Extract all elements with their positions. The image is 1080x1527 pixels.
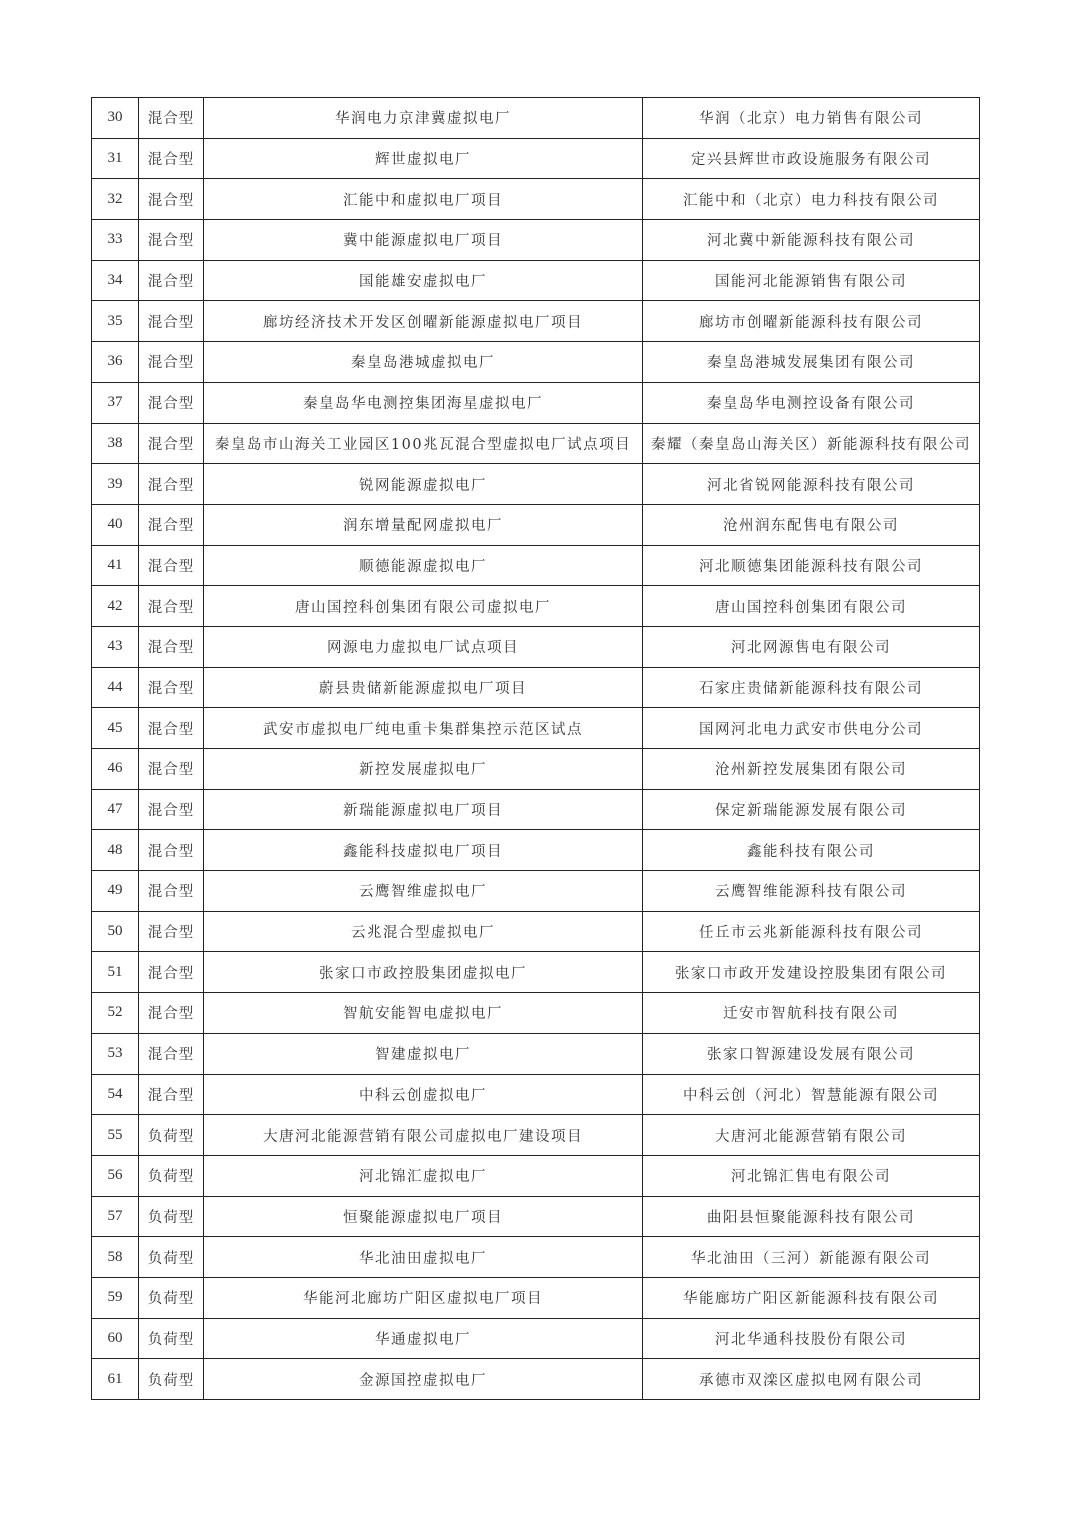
table-row — [92, 952, 980, 993]
table-row — [92, 138, 980, 179]
operator-company-cell: 石家庄贵储新能源科技有限公司 — [643, 667, 980, 708]
operator-company-cell: 保定新瑞能源发展有限公司 — [643, 789, 980, 830]
plant-type-cell: 混合型 — [139, 586, 204, 627]
plant-type-cell: 负荷型 — [139, 1318, 204, 1359]
operator-company-cell: 廊坊市创曜新能源科技有限公司 — [643, 301, 980, 342]
row-number-cell: 36 — [92, 342, 139, 383]
operator-company-cell: 唐山国控科创集团有限公司 — [643, 586, 980, 627]
table-row — [92, 789, 980, 830]
plant-name-cell: 秦皇岛港城虚拟电厂 — [204, 342, 643, 383]
plant-name-cell: 新控发展虚拟电厂 — [204, 749, 643, 790]
table-row — [92, 504, 980, 545]
row-number-cell: 45 — [92, 708, 139, 749]
plant-type-cell: 混合型 — [139, 871, 204, 912]
plant-name-cell: 网源电力虚拟电厂试点项目 — [204, 626, 643, 667]
plant-type-cell: 混合型 — [139, 301, 204, 342]
operator-company-cell: 华能廊坊广阳区新能源科技有限公司 — [643, 1277, 980, 1318]
plant-type-cell: 混合型 — [139, 911, 204, 952]
plant-name-cell: 云鹰智维虚拟电厂 — [204, 871, 643, 912]
plant-name-cell: 辉世虚拟电厂 — [204, 138, 643, 179]
plant-name-cell: 秦皇岛华电测控集团海星虚拟电厂 — [204, 382, 643, 423]
table-row — [92, 911, 980, 952]
table-row — [92, 1074, 980, 1115]
plant-type-cell: 混合型 — [139, 504, 204, 545]
table-row — [92, 749, 980, 790]
table-row — [92, 1237, 980, 1278]
operator-company-cell: 大唐河北能源营销有限公司 — [643, 1115, 980, 1156]
plant-name-cell: 河北锦汇虚拟电厂 — [204, 1155, 643, 1196]
plant-type-cell: 混合型 — [139, 667, 204, 708]
virtual-power-plant-table — [91, 97, 980, 1400]
plant-name-cell: 锐网能源虚拟电厂 — [204, 464, 643, 505]
plant-name-cell: 华润电力京津冀虚拟电厂 — [204, 98, 643, 139]
row-number-cell: 32 — [92, 179, 139, 220]
plant-name-cell: 蔚县贵储新能源虚拟电厂项目 — [204, 667, 643, 708]
plant-name-cell: 润东增量配网虚拟电厂 — [204, 504, 643, 545]
table-row — [92, 1318, 980, 1359]
operator-company-cell: 河北冀中新能源科技有限公司 — [643, 220, 980, 261]
row-number-cell: 35 — [92, 301, 139, 342]
plant-type-cell: 混合型 — [139, 464, 204, 505]
row-number-cell: 34 — [92, 260, 139, 301]
operator-company-cell: 汇能中和（北京）电力科技有限公司 — [643, 179, 980, 220]
plant-name-cell: 恒聚能源虚拟电厂项目 — [204, 1196, 643, 1237]
row-number-cell: 54 — [92, 1074, 139, 1115]
plant-name-cell: 顺德能源虚拟电厂 — [204, 545, 643, 586]
table-row — [92, 586, 980, 627]
plant-name-cell: 新瑞能源虚拟电厂项目 — [204, 789, 643, 830]
plant-type-cell: 混合型 — [139, 993, 204, 1034]
operator-company-cell: 国能河北能源销售有限公司 — [643, 260, 980, 301]
plant-type-cell: 负荷型 — [139, 1237, 204, 1278]
plant-type-cell: 混合型 — [139, 260, 204, 301]
table-row — [92, 464, 980, 505]
plant-type-cell: 混合型 — [139, 423, 204, 464]
row-number-cell: 60 — [92, 1318, 139, 1359]
row-number-cell: 33 — [92, 220, 139, 261]
table-row — [92, 260, 980, 301]
row-number-cell: 39 — [92, 464, 139, 505]
operator-company-cell: 定兴县辉世市政设施服务有限公司 — [643, 138, 980, 179]
row-number-cell: 61 — [92, 1359, 139, 1400]
row-number-cell: 58 — [92, 1237, 139, 1278]
row-number-cell: 51 — [92, 952, 139, 993]
row-number-cell: 37 — [92, 382, 139, 423]
plant-name-cell: 廊坊经济技术开发区创曜新能源虚拟电厂项目 — [204, 301, 643, 342]
table-row — [92, 220, 980, 261]
table-row — [92, 830, 980, 871]
plant-name-cell: 华能河北廊坊广阳区虚拟电厂项目 — [204, 1277, 643, 1318]
table-row — [92, 871, 980, 912]
plant-name-cell: 武安市虚拟电厂纯电重卡集群集控示范区试点 — [204, 708, 643, 749]
row-number-cell: 55 — [92, 1115, 139, 1156]
plant-type-cell: 负荷型 — [139, 1277, 204, 1318]
plant-type-cell: 混合型 — [139, 179, 204, 220]
table-row — [92, 993, 980, 1034]
table-row — [92, 1155, 980, 1196]
table-row — [92, 1196, 980, 1237]
plant-name-cell: 华北油田虚拟电厂 — [204, 1237, 643, 1278]
operator-company-cell: 张家口市政开发建设控股集团有限公司 — [643, 952, 980, 993]
plant-type-cell: 混合型 — [139, 382, 204, 423]
operator-company-cell: 张家口智源建设发展有限公司 — [643, 1033, 980, 1074]
operator-company-cell: 沧州新控发展集团有限公司 — [643, 749, 980, 790]
row-number-cell: 52 — [92, 993, 139, 1034]
row-number-cell: 43 — [92, 626, 139, 667]
plant-name-cell: 秦皇岛市山海关工业园区100兆瓦混合型虚拟电厂试点项目 — [204, 423, 643, 464]
plant-type-cell: 负荷型 — [139, 1196, 204, 1237]
plant-name-cell: 云兆混合型虚拟电厂 — [204, 911, 643, 952]
plant-name-cell: 汇能中和虚拟电厂项目 — [204, 179, 643, 220]
table-row — [92, 179, 980, 220]
table-row — [92, 626, 980, 667]
operator-company-cell: 云鹰智维能源科技有限公司 — [643, 871, 980, 912]
plant-name-cell: 中科云创虚拟电厂 — [204, 1074, 643, 1115]
plant-type-cell: 混合型 — [139, 1074, 204, 1115]
row-number-cell: 53 — [92, 1033, 139, 1074]
row-number-cell: 59 — [92, 1277, 139, 1318]
plant-type-cell: 混合型 — [139, 342, 204, 383]
operator-company-cell: 华润（北京）电力销售有限公司 — [643, 98, 980, 139]
plant-type-cell: 混合型 — [139, 545, 204, 586]
plant-name-cell: 唐山国控科创集团有限公司虚拟电厂 — [204, 586, 643, 627]
table-row — [92, 342, 980, 383]
plant-name-cell: 鑫能科技虚拟电厂项目 — [204, 830, 643, 871]
operator-company-cell: 河北华通科技股份有限公司 — [643, 1318, 980, 1359]
operator-company-cell: 河北网源售电有限公司 — [643, 626, 980, 667]
table-row — [92, 1277, 980, 1318]
row-number-cell: 38 — [92, 423, 139, 464]
table-row — [92, 423, 980, 464]
plant-name-cell: 智建虚拟电厂 — [204, 1033, 643, 1074]
operator-company-cell: 迁安市智航科技有限公司 — [643, 993, 980, 1034]
table-row — [92, 1359, 980, 1400]
plant-name-cell: 金源国控虚拟电厂 — [204, 1359, 643, 1400]
plant-name-cell: 国能雄安虚拟电厂 — [204, 260, 643, 301]
operator-company-cell: 河北锦汇售电有限公司 — [643, 1155, 980, 1196]
plant-type-cell: 负荷型 — [139, 1155, 204, 1196]
operator-company-cell: 国网河北电力武安市供电分公司 — [643, 708, 980, 749]
operator-company-cell: 秦皇岛华电测控设备有限公司 — [643, 382, 980, 423]
row-number-cell: 50 — [92, 911, 139, 952]
plant-type-cell: 混合型 — [139, 952, 204, 993]
plant-type-cell: 混合型 — [139, 789, 204, 830]
plant-type-cell: 混合型 — [139, 1033, 204, 1074]
operator-company-cell: 秦皇岛港城发展集团有限公司 — [643, 342, 980, 383]
row-number-cell: 40 — [92, 504, 139, 545]
plant-name-cell: 华通虚拟电厂 — [204, 1318, 643, 1359]
row-number-cell: 47 — [92, 789, 139, 830]
table-row — [92, 708, 980, 749]
operator-company-cell: 中科云创（河北）智慧能源有限公司 — [643, 1074, 980, 1115]
plant-type-cell: 混合型 — [139, 708, 204, 749]
table-row — [92, 98, 980, 139]
plant-type-cell: 混合型 — [139, 830, 204, 871]
plant-type-cell: 负荷型 — [139, 1359, 204, 1400]
row-number-cell: 49 — [92, 871, 139, 912]
operator-company-cell: 曲阳县恒聚能源科技有限公司 — [643, 1196, 980, 1237]
row-number-cell: 57 — [92, 1196, 139, 1237]
row-number-cell: 44 — [92, 667, 139, 708]
operator-company-cell: 秦耀（秦皇岛山海关区）新能源科技有限公司 — [643, 423, 980, 464]
row-number-cell: 46 — [92, 749, 139, 790]
table-row — [92, 301, 980, 342]
operator-company-cell: 鑫能科技有限公司 — [643, 830, 980, 871]
table-row — [92, 545, 980, 586]
operator-company-cell: 承德市双滦区虚拟电网有限公司 — [643, 1359, 980, 1400]
operator-company-cell: 沧州润东配售电有限公司 — [643, 504, 980, 545]
plant-type-cell: 混合型 — [139, 749, 204, 790]
table-row — [92, 1033, 980, 1074]
row-number-cell: 42 — [92, 586, 139, 627]
plant-type-cell: 负荷型 — [139, 1115, 204, 1156]
plant-name-cell: 大唐河北能源营销有限公司虚拟电厂建设项目 — [204, 1115, 643, 1156]
row-number-cell: 41 — [92, 545, 139, 586]
virtual-power-plant-table-container — [91, 97, 979, 1400]
table-row — [92, 667, 980, 708]
plant-type-cell: 混合型 — [139, 220, 204, 261]
plant-type-cell: 混合型 — [139, 98, 204, 139]
operator-company-cell: 任丘市云兆新能源科技有限公司 — [643, 911, 980, 952]
table-body — [92, 98, 980, 1400]
row-number-cell: 48 — [92, 830, 139, 871]
plant-name-cell: 张家口市政控股集团虚拟电厂 — [204, 952, 643, 993]
plant-type-cell: 混合型 — [139, 138, 204, 179]
plant-name-cell: 冀中能源虚拟电厂项目 — [204, 220, 643, 261]
row-number-cell: 56 — [92, 1155, 139, 1196]
table-row — [92, 1115, 980, 1156]
operator-company-cell: 河北省锐网能源科技有限公司 — [643, 464, 980, 505]
row-number-cell: 31 — [92, 138, 139, 179]
plant-type-cell: 混合型 — [139, 626, 204, 667]
operator-company-cell: 河北顺德集团能源科技有限公司 — [643, 545, 980, 586]
plant-name-cell: 智航安能智电虚拟电厂 — [204, 993, 643, 1034]
operator-company-cell: 华北油田（三河）新能源有限公司 — [643, 1237, 980, 1278]
table-row — [92, 382, 980, 423]
row-number-cell: 30 — [92, 98, 139, 139]
